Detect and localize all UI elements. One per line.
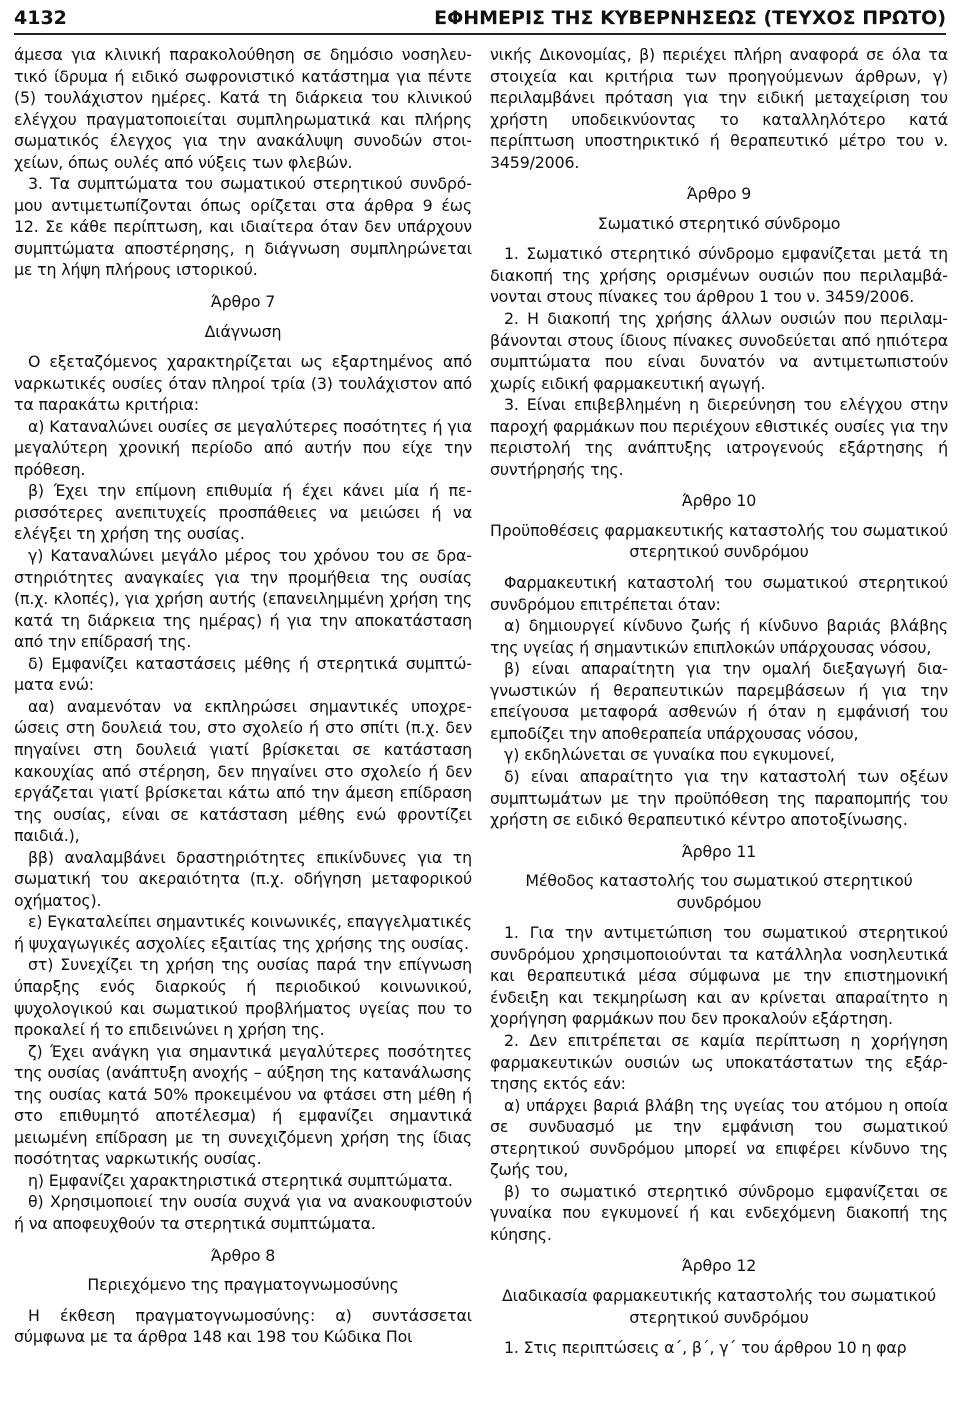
condition-c: γ) εκδηλώνεται σε γυναίκα που εγκυμονεί, [504, 745, 835, 765]
article-12-heading: Άρθρο 12 [681, 1256, 757, 1276]
article-11-heading: Άρθρο 11 [681, 841, 757, 861]
criterion-h: η) Εμφανίζει χαρακτηριστικά στερητικά συμπτώματα. [28, 1170, 453, 1190]
criterion-th: θ) Χρησιμοποιεί την ουσία συχνά για να ανακουφιστούν ή να αποφευχθούν τα στερητικά συμπτώματα. [14, 1192, 472, 1233]
paragraph: 2. Δεν επιτρέπεται σε καμία περίπτωση η χορήγηση φαρμακευτικών ουσιών ως υποκατάστατων της εξάρτησης εκτός εάν: [490, 1030, 948, 1094]
exception-b: β) το σωματικό στερητικό σύνδρομο εμφανίζεται σε γυναίκα που εγκυμονεί ή και ενδεχόμενη διακοπή της κύησης. [490, 1181, 948, 1244]
article-9-title: Σωματικό στερητικό σύνδρομο [597, 213, 841, 233]
paragraph: 1. Για την αντιμετώπιση του σωματικού στερητικού συνδρόμου χρησιμοποιούνται τα κατάλληλα νοσηλευτικά και θεραπευτικά μέσα σύμφωνα με την επιστημονική ένδειξη και τεκμηρίωση και αν κρίνεται απαραίτητο η χορήγηση φαρμάκων που δεν προκαλούν εξάρτηση. [490, 923, 948, 1029]
paragraph: 3. Είναι επιβεβλημένη η διερεύνηση του ελέγχου στην παροχή φαρμάκων που περιέχουν εθιστικές ουσίες για την περιστολή της ανάπτυξης ιατρογενούς εξάρτησης ή συντήρησής της. [490, 395, 948, 479]
criterion-d-aa: αα) αναμενόταν να εκπληρώσει σημαντικές υποχρεώσεις στη δουλειά του, στο σχολείο ή στο σπίτι (π.χ. δεν πηγαίνει στη δουλειά γιατί βρίσκεται σε κατάσταση κακουχίας από στέρηση, δεν πηγαίνει στο σχολείο ή δεν εργάζεται γιατί βρίσκεται κάτω από την άμεση επίδραση της ουσίας, είναι σε κατάσταση μέθης ενώ φροντίζει παιδιά.), [14, 696, 472, 846]
paragraph: 2. Η διακοπή της χρήσης άλλων ουσιών που περιλαμβάνονται στους ίδιους πίνακες συνοδεύεται από ηπιότερα συμπτώματα που είναι δυνατόν να αντιμετωπιστούν χωρίς ειδική φαρμακευτική αγωγή. [490, 309, 948, 393]
criterion-a: α) Καταναλώνει ουσίες σε μεγαλύτερες ποσότητες ή για μεγαλύτερη χρονική περίοδο από αυτήν που είχε την πρόθεση. [14, 416, 472, 479]
condition-d: δ) είναι απαραίτητο για την καταστολή των οξέων συμπτωμάτων με την προϋπόθεση της παραπομπής του χρήστη σε ειδικό θεραπευτικό κέντρο αποτοξίνωσης. [490, 766, 948, 830]
paragraph: Η έκθεση πραγματογνωμοσύνης: α) συντάσσεται σύμφωνα με τα άρθρα 148 και 198 του Κώδικα Ποι [14, 1305, 472, 1347]
article-7-title: Διάγνωση [204, 321, 282, 341]
criterion-e: ε) Εγκαταλείπει σημαντικές κοινωνικές, επαγγελματικές ή ψυχαγωγικές ασχολίες εξαιτίας της χρήσης της ουσίας. [14, 912, 472, 953]
paragraph: νικής Δικονομίας, β) περιέχει πλήρη αναφορά σε όλα τα στοιχεία και κριτήρια των προηγούμενων άρθρων, γ) περιλαμβάνει πρόταση για την ειδική μεταχείριση του χρήστη υποδεικνύοντας το καταλληλότερο κατά περίπτωση υποστηρικτικό ή θεραπευτικό μέτρο του ν. 3459/2006. [490, 45, 948, 172]
left-column [14, 44, 472, 1348]
condition-b: β) είναι απαραίτητη για την ομαλή διεξαγωγή διαγνωστικών ή θεραπευτικών παρεμβάσεων ή για την επείγουσα μεταφορά ασθενών ή όταν η εμφάνισή του εμποδίζει την αποθεραπεία υπάρχουσας νόσου, [490, 659, 948, 743]
criterion-z: ζ) Έχει ανάγκη για σημαντικά μεγαλύτερες ποσότητες της ουσίας (ανάπτυξη ανοχής – αύξηση της κατανάλωσης της ουσίας κατά 50% προκειμένου να φτάσει στη μέθη ή στο επιθυμητό αποτέλεσμα) ή εμφανίζει σημαντικά μειωμένη επίδραση με τη συνεχιζόμενη χρήση της ίδιας ποσότητας ναρκωτικής ουσίας. [14, 1041, 472, 1169]
criterion-d-bb: ββ) αναλαμβάνει δραστηριότητες επικίνδυνες για τη σωματική του ακεραιότητα (π.χ. οδήγηση μεταφορικού οχήματος). [14, 847, 472, 910]
article-9-heading: Άρθρο 9 [686, 184, 752, 204]
paragraph: 3. Τα συμπτώματα του σωματικού στερητικού συνδρόμου αντιμετωπίζονται όπως ορίζεται στα άρθρα 9 έως 12. Σε κάθε περίπτωση, και ιδιαίτερα όταν δεν υπάρχουν συμπτώματα αποστέρησης, η διάγνωση συμπληρώνεται με τη λήψη πλήρους ιστορικού. [14, 174, 472, 280]
exception-a: α) υπάρχει βαριά βλάβη της υγείας του ατόμου η οποία σε συνδυασμό με την εμφάνιση του σωματικού στερητικού συνδρόμου μπορεί να επιφέρει κίνδυνο της ζωής του, [490, 1095, 948, 1180]
paragraph: 1. Στις περιπτώσεις α΄, β΄, γ΄ του άρθρου 10 η φαρ [504, 1338, 907, 1358]
criterion-d: δ) Εμφανίζει καταστάσεις μέθης ή στερητικά συμπτώματα ενώ: [14, 653, 472, 695]
article-7-heading: Άρθρο 7 [210, 292, 276, 312]
criterion-b: β) Έχει την επίμονη επιθυμία ή έχει κάνει μία ή περισσότερες ανεπιτυχείς προσπάθειες να μειώσει ή να ελέγξει τη χρήση της ουσίας. [14, 481, 472, 544]
page-header [14, 6, 946, 32]
paragraph: Ο εξεταζόμενος χαρακτηρίζεται ως εξαρτημένος από ναρκωτικές ουσίες όταν πληροί τρία (3) τουλάχιστον από τα παρακάτω κριτήρια: [14, 352, 472, 415]
header-rule [14, 33, 946, 35]
criterion-st: στ) Συνεχίζει τη χρήση της ουσίας παρά την επίγνωση ύπαρξης ενός διαρκούς ή περιοδικού κοινωνικού, ψυχολογικού και σωματικού προβλήματος υγείας που το προκαλεί ή το επιδεινώνει η χρήση της. [14, 955, 472, 1040]
paragraph: άμεσα για κλινική παρακολούθηση σε δημόσιο νοσηλευτικό ίδρυμα ή ειδικό σωφρονιστικό κατάστημα για πέντε (5) τουλάχιστον ημέρες. Κατά τη διάρκεια του κλινικού ελέγχου πραγματοποιείται συμπληρωματικά και πλήρης σωματικός έλεγχος για την ανακάλυψη συνοδών στοιχείων, όπως ουλές από νύξεις των φλεβών. [14, 45, 472, 172]
article-10-heading: Άρθρο 10 [681, 491, 757, 511]
article-12-title: Διαδικασία φαρμακευτικής καταστολής του σωματικού στερητικού συνδρόμου [501, 1285, 937, 1327]
article-11-title: Μέθοδος καταστολής του σωματικού στερητικού συνδρόμου [525, 871, 913, 912]
gazette-title: ΕΦΗΜΕΡΙΣ ΤΗΣ ΚΥΒΕΡΝΗΣΕΩΣ (ΤΕΥΧΟΣ ΠΡΩΤΟ) [434, 7, 946, 29]
condition-a: α) δημιουργεί κίνδυνο ζωής ή κίνδυνο βαριάς βλάβης της υγείας ή σημαντικών επιπλοκών υπάρχουσας νόσου, [490, 616, 948, 657]
article-8-title: Περιεχόμενο της πραγματογνωμοσύνης [87, 1275, 399, 1295]
paragraph: Φαρμακευτική καταστολή του σωματικού στερητικού συνδρόμου επιτρέπεται όταν: [490, 573, 948, 614]
criterion-c: γ) Καταναλώνει μεγάλο μέρος του χρόνου του σε δραστηριότητες αναγκαίες για την προμήθεια της ουσίας (π.χ. κλοπές), για χρήση αυτής (επανειλημμένη χρήση της κατά τη διάρκεια της ημέρας) ή για την αποκατάσταση από την επίδρασή της. [14, 546, 472, 652]
right-column [490, 44, 948, 1359]
article-8-heading: Άρθρο 8 [210, 1245, 276, 1265]
paragraph: 1. Σωματικό στερητικό σύνδρομο εμφανίζεται μετά τη διακοπή της χρήσης ορισμένων ουσιών που περιλαμβάνονται στους πίνακες του άρθρου 1 του ν. 3459/2006. [490, 244, 948, 307]
article-10-title: Προϋποθέσεις φαρμακευτικής καταστολής του σωματικού στερητικού συνδρόμου [490, 520, 948, 562]
page-number: 4132 [14, 7, 67, 29]
